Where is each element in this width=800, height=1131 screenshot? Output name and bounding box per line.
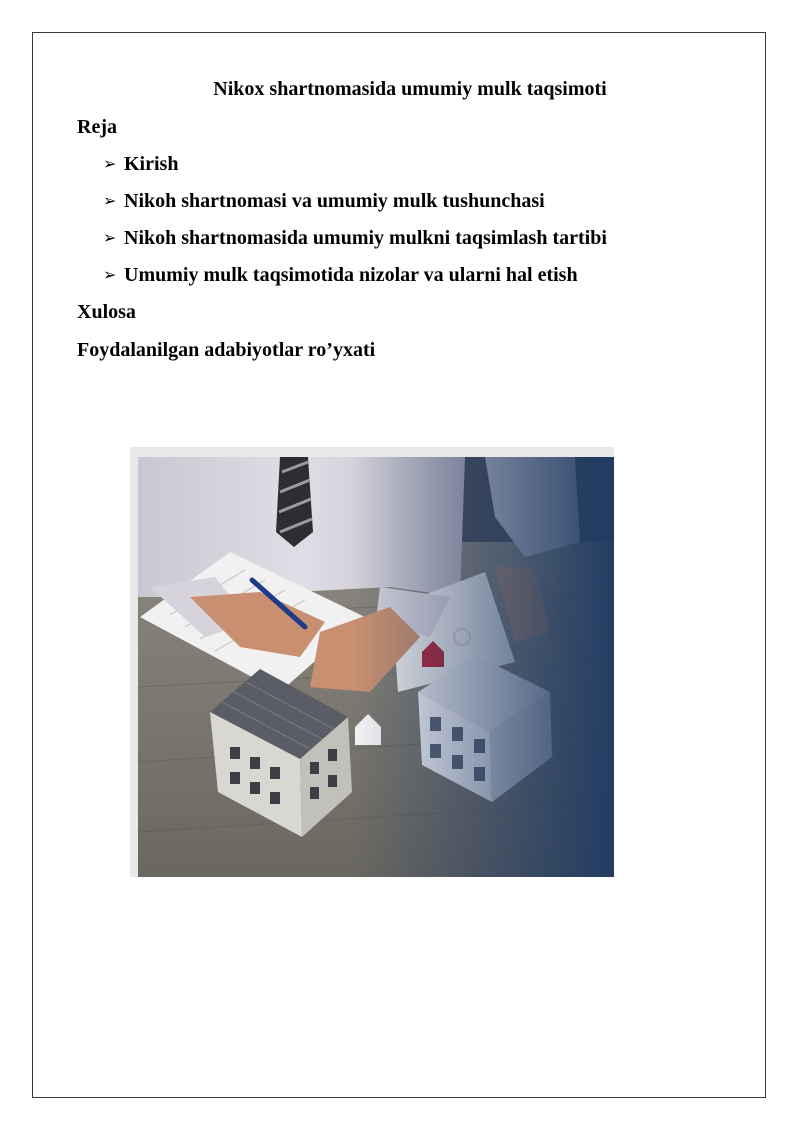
conclusion-heading: Xulosa bbox=[77, 301, 136, 323]
plan-item-label: Nikoh shartnomasida umumiy mulkni taqsimlash tartibi bbox=[124, 227, 607, 249]
document-title: Nikox shartnomasida umumiy mulk taqsimoti bbox=[213, 78, 607, 100]
arrow-bullet-icon: ➢ bbox=[103, 228, 117, 247]
plan-item-label: Umumiy mulk taqsimotida nizolar va ularni hal etish bbox=[124, 264, 578, 286]
plan-item bbox=[103, 226, 607, 250]
plan-heading: Reja bbox=[77, 116, 117, 138]
contract-signing-photo bbox=[130, 447, 614, 877]
plan-item-label: Kirish bbox=[124, 153, 179, 175]
plan-item bbox=[103, 263, 578, 287]
plan-item-label: Nikoh shartnomasi va umumiy mulk tushunchasi bbox=[124, 190, 545, 212]
plan-item bbox=[103, 189, 545, 213]
plan-item bbox=[103, 152, 178, 176]
references-heading: Foydalanilgan adabiyotlar ro’yxati bbox=[77, 339, 376, 361]
arrow-bullet-icon: ➢ bbox=[103, 265, 117, 284]
arrow-bullet-icon: ➢ bbox=[103, 154, 117, 173]
arrow-bullet-icon: ➢ bbox=[103, 191, 117, 210]
